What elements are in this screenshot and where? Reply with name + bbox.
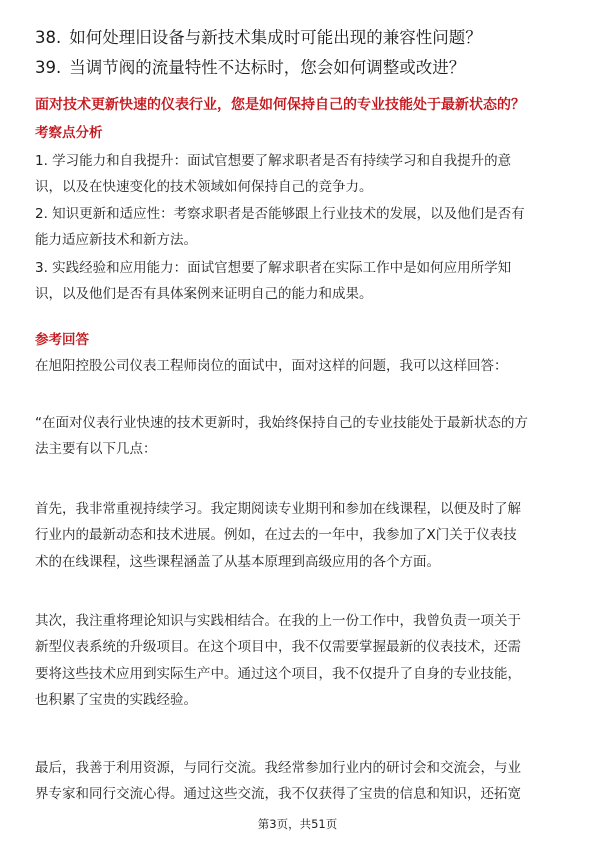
text-line: 在旭阳控股公司仪表工程师岗位的面试中，面对这样的问题，我可以这样回答： <box>35 358 508 374</box>
text-line: 界专家和同行交流心得。通过这些交流，我不仅获得了宝贵的信息和知识，还拓宽 <box>35 786 521 803</box>
answer-paragraph-4 <box>35 755 560 808</box>
text-line: 也积累了宝贵的实践经验。 <box>35 692 197 709</box>
analysis-item-1 <box>35 148 560 201</box>
page-number-footer: 第3页，共51页 <box>257 817 338 831</box>
answer-paragraph-1 <box>35 410 560 463</box>
question-number: 38. <box>35 28 62 47</box>
analysis-item-2 <box>35 201 560 254</box>
question-number: 39. <box>35 58 62 77</box>
answer-paragraph-3 <box>35 608 560 714</box>
text-line: 术的在线课程，这些课程涵盖了从基本原理到高级应用的各个方面。 <box>35 553 440 570</box>
text-line: 最后，我善于利用资源，与同行交流。我经常参加行业内的研讨会和交流会，与业 <box>35 760 521 776</box>
text-line: 其次，我注重将理论知识与实践相结合。在我的上一份工作中，我曾负责一项关于 <box>35 613 521 629</box>
text-line: 识，以及在快速变化的技术领域如何保持自己的竞争力。 <box>35 179 373 196</box>
answer-paragraph-2 <box>35 496 560 575</box>
question-text: 如何处理旧设备与新技术集成时可能出现的兼容性问题？ <box>69 28 482 47</box>
text-line: 能力适应新技术和新方法。 <box>35 232 197 249</box>
question-text: 当调节阀的流量特性不达标时，您会如何调整或改进？ <box>69 58 466 77</box>
text-line: 首先，我非常重视持续学习。我定期阅读专业期刊和参加在线课程，以便及时了解 <box>35 501 521 517</box>
text-line: 要将这些技术应用到实际生产中。通过这个项目，我不仅提升了自身的专业技能， <box>35 665 521 682</box>
text-line: “在面对仪表行业快速的技术更新时，我始终保持自己的专业技能处于最新状态的方 <box>35 415 528 431</box>
answer-intro <box>35 353 560 379</box>
answer-heading: 参考回答 <box>35 332 89 348</box>
text-line: 新型仪表系统的升级项目。在这个项目中，我不仅需要掌握最新的仪表技术，还需 <box>35 639 521 656</box>
main-question-title: 面对技术更新快速的仪表行业，您是如何保持自己的专业技能处于最新状态的？ <box>35 97 525 113</box>
analysis-item-3 <box>35 255 560 308</box>
text-line: 3. 实践经验和应用能力：面试官想要了解求职者在实际工作中是如何应用所学知 <box>35 260 512 276</box>
question-39 <box>35 57 465 79</box>
text-line: 识，以及他们是否有具体案例来证明自己的能力和成果。 <box>35 286 373 303</box>
text-line: 2. 知识更新和适应性：考察求职者是否能够跟上行业技术的发展，以及他们是否有 <box>35 206 525 222</box>
question-38 <box>35 27 482 49</box>
text-line: 行业内的最新动态和技术进展。例如，在过去的一年中，我参加了X门关于仪表技 <box>35 527 517 544</box>
text-line: 法主要有以下几点： <box>35 441 157 458</box>
analysis-heading: 考察点分析 <box>35 125 103 141</box>
text-line: 1. 学习能力和自我提升：面试官想要了解求职者是否有持续学习和自我提升的意 <box>35 153 512 169</box>
